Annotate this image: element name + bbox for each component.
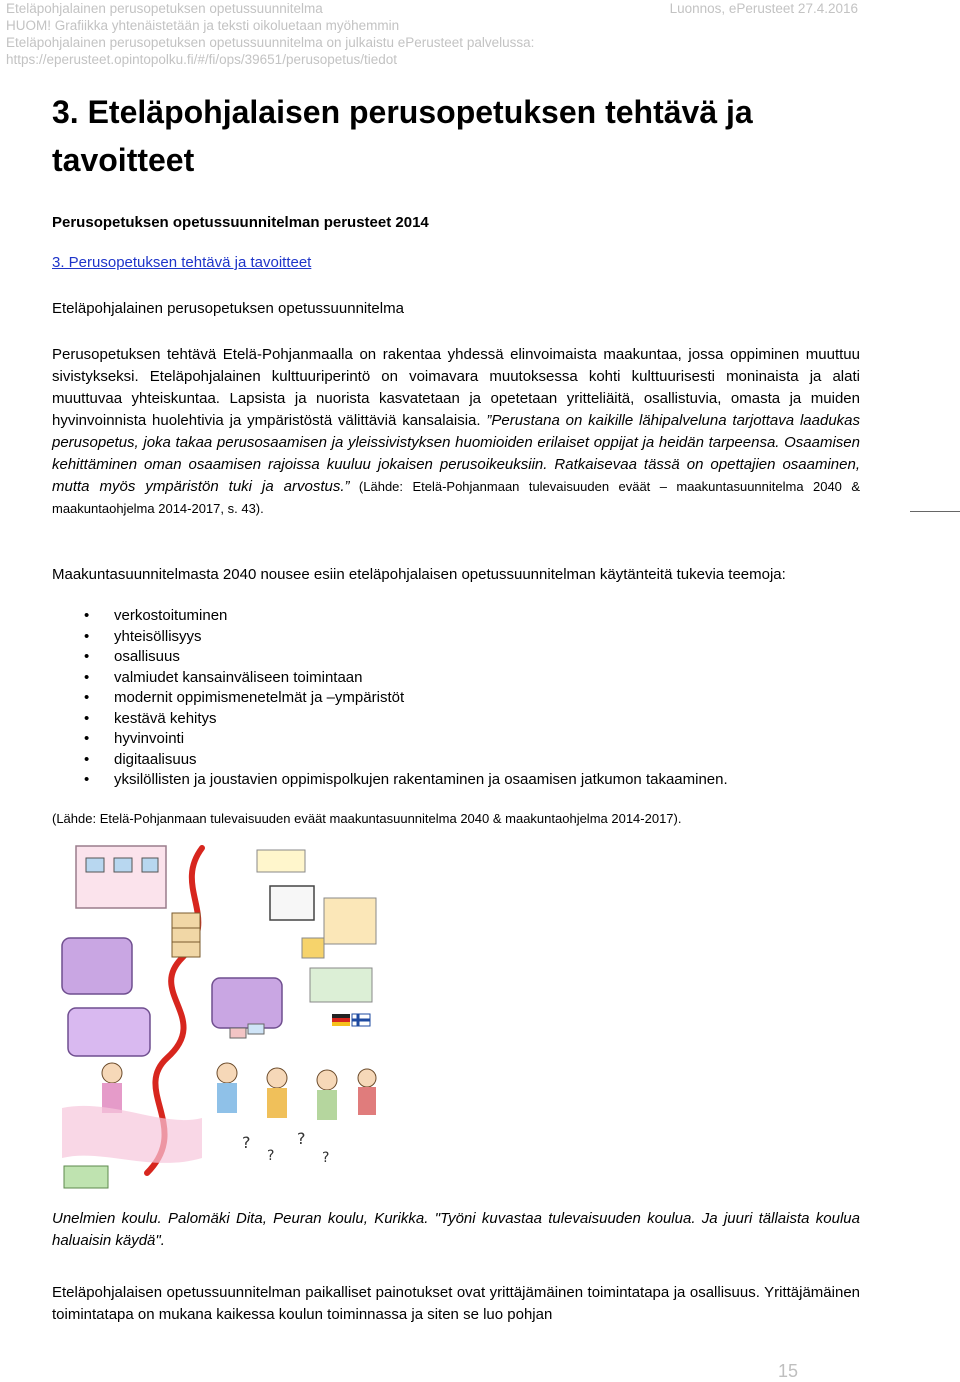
header-note: HUOM! Grafiikka yhtenäistetään ja teksti oikoluetaan myöhemmin: [6, 18, 400, 33]
list-item: • hyvinvointi: [52, 729, 872, 750]
list-item: • kestävä kehitys: [52, 709, 872, 730]
para1-sentence-2: Eteläpohjalainen kulttuuriperintö on voimavara muutoksessa kohti kulttuurisesti moninaista ja alati muuttuvaa yhteiskuntaa.: [52, 368, 860, 407]
school-drawing: [52, 828, 392, 1202]
themes-intro: Maakuntasuunnitelmasta 2040 nousee esiin eteläpohjalaisen opetussuunnitelman käytänteitä tukevia teemoja:: [52, 566, 786, 583]
bullet-icon: •: [84, 627, 90, 645]
bullet-icon: •: [84, 668, 90, 686]
bullet-icon: •: [84, 730, 90, 747]
para1-sentence-1: Perusopetuksen tehtävä Etelä-Pohjanmaalla on rakentaa yhdessä elinvoimaista maakuntaa, jossa oppiminen muuttuu sivistykseksi.: [52, 346, 860, 385]
bullet-icon: •: [84, 771, 90, 788]
list-item: • yhteisöllisyys: [52, 627, 872, 648]
curriculum-link[interactable]: 3. Perusopetuksen tehtävä ja tavoitteet: [52, 254, 312, 271]
drawing-caption: Unelmien koulu. Palomäki Dita, Peuran koulu, Kurikka. "Työni kuvastaa tulevaisuuden koulua. Ja juuri tällaista koulua haluaisin käydä".: [52, 1210, 860, 1249]
list-item: • digitaalisuus: [52, 750, 872, 771]
chapter-title: 3. Eteläpohjalaisen perusopetuksen tehtävä ja tavoitteet: [52, 94, 753, 178]
curriculum-link-paragraph: [52, 252, 860, 274]
para1-sentence-3: Lapsista ja nuorista kasvatetaan ja opetetaan yritteliäitä, osallistuvia, omasta ja muiden hyvinvoinnista huolehtivia ja ympäristöstä välittäviä kansalaisia.: [52, 390, 860, 429]
bullet-icon: •: [84, 648, 90, 665]
section-label: Eteläpohjalainen perusopetuksen opetussuunnitelma: [52, 300, 404, 317]
bullet-icon: •: [84, 750, 90, 768]
para1-quote: ”Perustana on kaikille lähipalveluna tarjottava laadukas perusopetus, joka takaa perusosaamisen ja yleissivistyksen huomioiden erilaiset oppijat ja heidän tarpeensa. Osaamisen kehittäminen oman osaamisen rajoissa kuuluu jokaisen perusoikeuksiin. Ratkaisevaa tässä on opettajien osaaminen, mutta myös ympäristön tuki ja arvostus.”: [52, 412, 860, 495]
themes-source: (Lähde: Etelä-Pohjanmaan tulevaisuuden eväät maakuntasuunnitelma 2040 & maakuntaohjelma 2014-2017).: [52, 811, 682, 826]
page-number: 15: [778, 1361, 799, 1381]
margin-mark: [910, 511, 960, 512]
svg-text:?: ?: [242, 1133, 251, 1152]
header-doc-title: Eteläpohjalainen perusopetuksen opetussuunnitelma: [6, 1, 323, 16]
subheading: Perusopetuksen opetussuunnitelman perusteet 2014: [52, 214, 429, 231]
list-item: • verkostoituminen: [52, 606, 872, 627]
header-publish-note: Eteläpohjalainen perusopetuksen opetussuunnitelma on julkaistu ePerusteet palvelussa:: [6, 35, 535, 50]
bullet-icon: •: [84, 689, 90, 706]
list-item: • osallisuus: [52, 647, 872, 668]
para1-source: (Lähde: Etelä-Pohjanmaan tulevaisuuden eväät – maakuntasuunnitelma 2040 & maakuntaohjelma 2014-2017, s. 43).: [52, 479, 861, 516]
bullet-icon: •: [84, 709, 90, 727]
bullet-icon: •: [84, 607, 90, 624]
header-url: https://eperusteet.opintopolku.fi/#/fi/ops/39651/perusopetus/tiedot: [6, 52, 398, 67]
svg-text:?: ?: [297, 1129, 306, 1148]
svg-text:?: ?: [267, 1148, 275, 1164]
list-item: • valmiudet kansainväliseen toimintaan: [52, 668, 872, 689]
body-paragraph-last: Eteläpohjalaisen opetussuunnitelman paikalliset painotukset ovat yrittäjämäinen toimintatapa ja osallisuus. Yrittäjämäinen toimintatapa on mukana kaikessa koulun toiminnassa ja siten se luo pohjan: [52, 1284, 860, 1323]
svg-text:?: ?: [322, 1150, 330, 1166]
list-item: • modernit oppimismenetelmät ja –ympäristöt: [52, 688, 872, 709]
list-item: • yksilöllisten ja joustavien oppimispolkujen rakentaminen ja osaamisen jatkumon takaaminen.: [52, 770, 872, 791]
body-paragraph-1: [52, 344, 860, 520]
header-draft-date: Luonnos, ePerusteet 27.4.2016: [669, 1, 858, 16]
themes-list: [52, 606, 872, 791]
